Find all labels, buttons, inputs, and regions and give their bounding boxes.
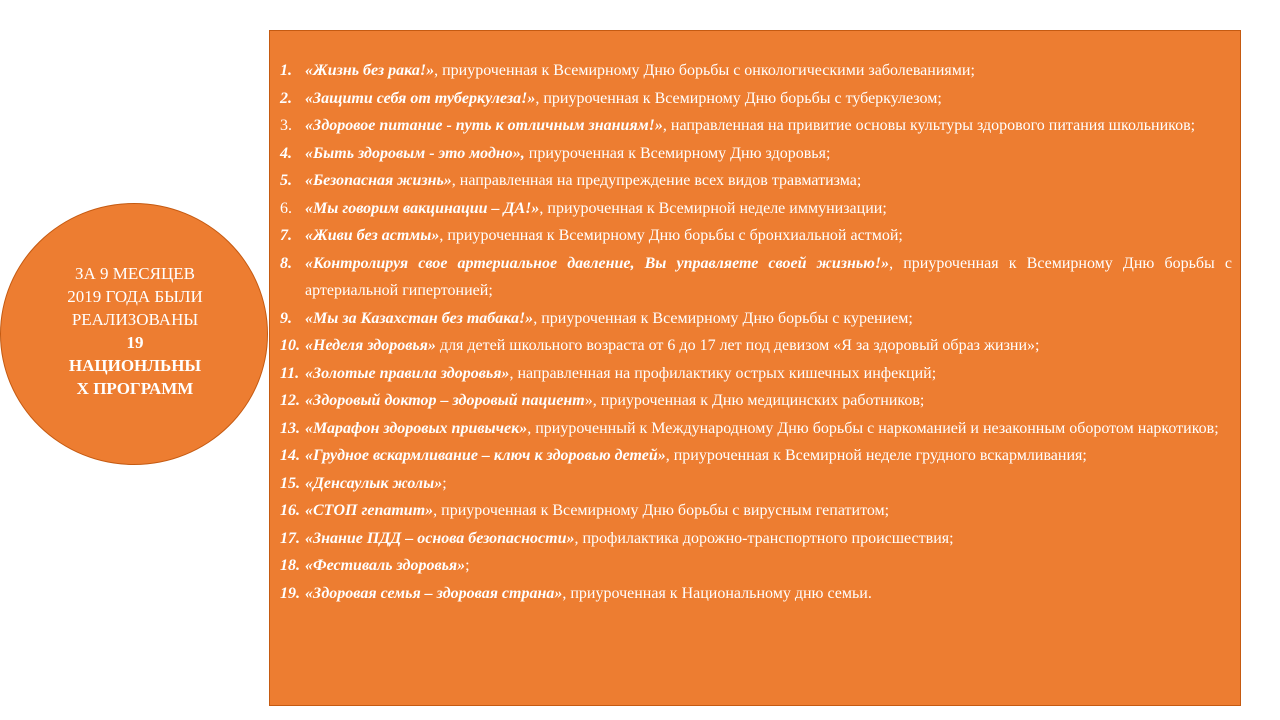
- item-description: , приуроченная к Всемирной неделе грудного вскармливания;: [665, 447, 1087, 464]
- item-description: , направленная на предупреждение всех видов травматизма;: [451, 172, 862, 189]
- summary-line-6: Х ПРОГРАММ: [76, 379, 194, 398]
- item-description: , приуроченная к Всемирному Дню борьбы с вирусным гепатитом;: [433, 502, 890, 519]
- item-number: 15.: [280, 474, 300, 492]
- item-title: «Безопасная жизнь»: [305, 172, 452, 189]
- programs-panel: [269, 30, 1241, 706]
- item-number: 11.: [280, 364, 300, 382]
- item-number: 10.: [280, 337, 300, 354]
- item-title: «Защити себя от туберкулеза!»: [305, 89, 536, 107]
- item-number: 13.: [280, 419, 300, 437]
- programs-list: [280, 57, 1232, 607]
- item-title: «Знание ПДД – основа безопасности»: [305, 529, 575, 547]
- list-item: [280, 222, 1232, 250]
- item-number: 3.: [280, 117, 292, 134]
- item-description: », приуроченная к Дню медицинских работников;: [584, 392, 925, 409]
- item-description: , приуроченная к Национальному дню семьи.: [562, 584, 872, 602]
- list-item: [280, 415, 1232, 443]
- item-title: «Контролируя свое артериальное давление, Вы управляете своей жизнью!»: [305, 254, 890, 272]
- item-number: 1.: [280, 62, 292, 79]
- item-number: 19.: [280, 584, 300, 602]
- item-number: 5.: [280, 172, 292, 189]
- item-description: ;: [442, 474, 447, 492]
- list-item: [280, 497, 1232, 525]
- item-title: «Быть здоровым - это модно»,: [305, 144, 525, 162]
- list-item: [280, 442, 1232, 470]
- item-number: 6.: [280, 199, 292, 217]
- list-item: [280, 250, 1232, 305]
- item-number: 14.: [280, 447, 300, 464]
- list-item: [280, 360, 1232, 388]
- item-title: «Марафон здоровых привычек»: [305, 419, 528, 437]
- list-item: [280, 112, 1232, 140]
- item-title: «Золотые правила здоровья»: [305, 364, 510, 382]
- item-number: 7.: [280, 227, 292, 244]
- item-title: «Мы говорим вакцинации – ДА!»: [305, 199, 540, 217]
- list-item: [280, 470, 1232, 498]
- item-number: 12.: [280, 392, 300, 409]
- summary-line-5: НАЦИОНЛЬНЫ: [68, 356, 202, 375]
- list-item: [280, 140, 1232, 168]
- list-item: [280, 332, 1232, 360]
- item-number: 9.: [280, 309, 292, 327]
- list-item: [280, 57, 1232, 85]
- list-item: [280, 85, 1232, 113]
- item-title: «Жизнь без рака!»: [305, 62, 435, 79]
- list-item: [280, 305, 1232, 333]
- item-number: 4.: [280, 144, 292, 162]
- item-title: «Мы за Казахстан без табака!»: [305, 309, 534, 327]
- item-number: 17.: [280, 529, 300, 547]
- item-description: , приуроченная к Всемирному Дню борьбы с онкологическими заболеваниями;: [434, 62, 975, 79]
- item-description: ;: [465, 557, 470, 574]
- list-item: [280, 195, 1232, 223]
- item-title: «Грудное вскармливание – ключ к здоровью детей»: [305, 447, 666, 464]
- list-item: [280, 525, 1232, 553]
- item-description: , приуроченная к Всемирному Дню борьбы с артериальной гипертонией;: [305, 254, 1233, 299]
- list-item: [280, 387, 1232, 415]
- item-description: приуроченная к Всемирному Дню здоровья;: [524, 144, 831, 162]
- item-description: , приуроченный к Международному Дню борьбы с наркоманией и незаконным оборотом наркотиков;: [527, 419, 1219, 437]
- summary-line-2: 2019 ГОДА БЫЛИ: [67, 287, 203, 306]
- summary-line-1: ЗА 9 МЕСЯЦЕВ: [75, 264, 195, 283]
- list-item: [280, 580, 1232, 608]
- item-number: 18.: [280, 557, 300, 574]
- item-description: , приуроченная к Всемирной неделе иммунизации;: [539, 199, 887, 217]
- list-item: [280, 167, 1232, 195]
- item-number: 2.: [280, 89, 292, 107]
- summary-count: 19: [126, 333, 144, 352]
- item-description: , направленная на профилактику острых кишечных инфекций;: [509, 364, 937, 382]
- item-title: «Фестиваль здоровья»: [305, 557, 466, 574]
- item-description: , приуроченная к Всемирному Дню борьбы с туберкулезом;: [535, 89, 942, 107]
- item-title: «Живи без астмы»: [305, 227, 440, 244]
- item-number: 16.: [280, 502, 300, 519]
- item-title: «Здоровое питание - путь к отличным знаниям!»: [305, 117, 663, 134]
- list-item: [280, 552, 1232, 580]
- item-title: «СТОП гепатит»: [305, 502, 434, 519]
- summary-line-3: РЕАЛИЗОВАНЫ: [71, 310, 199, 329]
- item-description: , приуроченная к Всемирному Дню борьбы с бронхиальной астмой;: [439, 227, 903, 244]
- item-description: для детей школьного возраста от 6 до 17 лет под девизом «Я за здоровый образ жизни»;: [435, 337, 1040, 354]
- item-description: , приуроченная к Всемирному Дню борьбы с курением;: [533, 309, 913, 327]
- summary-circle: [0, 203, 268, 465]
- item-title: «Денсаулык жолы»: [305, 474, 443, 492]
- item-title: «Здоровая семья – здоровая страна»: [305, 584, 563, 602]
- item-title: «Неделя здоровья»: [305, 337, 436, 354]
- summary-text: [40, 262, 230, 400]
- item-description: , направленная на привитие основы культуры здорового питания школьников;: [662, 117, 1196, 134]
- item-title: «Здоровый доктор – здоровый пациент: [305, 392, 585, 409]
- item-number: 8.: [280, 254, 292, 272]
- item-description: , профилактика дорожно-транспортного происшествия;: [574, 529, 954, 547]
